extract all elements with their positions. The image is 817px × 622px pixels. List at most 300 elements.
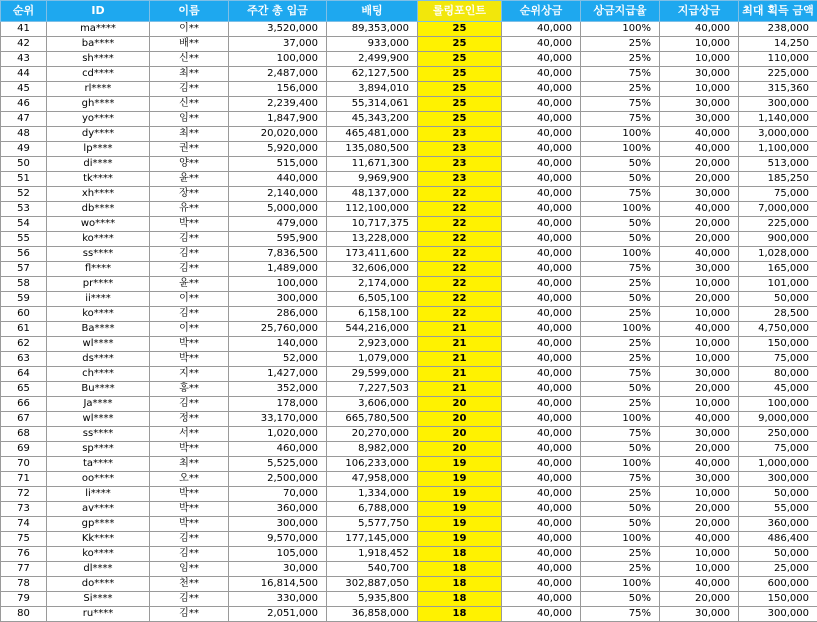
cell-paid-prize: 30,000 <box>660 472 739 487</box>
cell-payout-rate: 50% <box>581 292 660 307</box>
cell-id: wl**** <box>47 412 150 427</box>
cell-rolling-point: 19 <box>418 457 502 472</box>
cell-rank: 42 <box>1 37 47 52</box>
cell-paid-prize: 20,000 <box>660 232 739 247</box>
cell-name: 윤** <box>150 277 229 292</box>
cell-rank: 48 <box>1 127 47 142</box>
cell-id: gp**** <box>47 517 150 532</box>
cell-rolling-point: 21 <box>418 337 502 352</box>
cell-id: pr**** <box>47 277 150 292</box>
cell-rank-prize: 40,000 <box>502 592 581 607</box>
cell-id: lp**** <box>47 142 150 157</box>
cell-id: gh**** <box>47 97 150 112</box>
cell-name: 임** <box>150 112 229 127</box>
cell-name: 김** <box>150 607 229 622</box>
cell-paid-prize: 10,000 <box>660 82 739 97</box>
cell-paid-prize: 10,000 <box>660 337 739 352</box>
cell-payout-rate: 100% <box>581 22 660 37</box>
cell-betting: 5,935,800 <box>327 592 418 607</box>
cell-name: 박** <box>150 217 229 232</box>
cell-id: av**** <box>47 502 150 517</box>
cell-id: di**** <box>47 157 150 172</box>
cell-max-amount: 315,360 <box>739 82 817 97</box>
cell-rolling-point: 25 <box>418 112 502 127</box>
cell-betting: 540,700 <box>327 562 418 577</box>
cell-id: cd**** <box>47 67 150 82</box>
cell-payout-rate: 25% <box>581 337 660 352</box>
cell-weekly-deposit: 2,487,000 <box>229 67 327 82</box>
table-row <box>1 127 817 142</box>
cell-id: ss**** <box>47 247 150 262</box>
cell-id: do**** <box>47 577 150 592</box>
cell-max-amount: 55,000 <box>739 502 817 517</box>
cell-paid-prize: 20,000 <box>660 217 739 232</box>
table-row <box>1 472 817 487</box>
cell-betting: 20,270,000 <box>327 427 418 442</box>
cell-name: 임** <box>150 562 229 577</box>
cell-payout-rate: 75% <box>581 187 660 202</box>
cell-name: 권** <box>150 142 229 157</box>
cell-rolling-point: 22 <box>418 187 502 202</box>
cell-paid-prize: 30,000 <box>660 262 739 277</box>
cell-rank-prize: 40,000 <box>502 217 581 232</box>
cell-name: 최** <box>150 127 229 142</box>
cell-payout-rate: 100% <box>581 247 660 262</box>
cell-paid-prize: 10,000 <box>660 52 739 67</box>
table-row <box>1 262 817 277</box>
cell-paid-prize: 20,000 <box>660 382 739 397</box>
cell-name: 이** <box>150 22 229 37</box>
cell-paid-prize: 20,000 <box>660 292 739 307</box>
cell-weekly-deposit: 440,000 <box>229 172 327 187</box>
cell-weekly-deposit: 2,140,000 <box>229 187 327 202</box>
cell-max-amount: 75,000 <box>739 442 817 457</box>
cell-weekly-deposit: 1,489,000 <box>229 262 327 277</box>
cell-rank: 44 <box>1 67 47 82</box>
cell-rank-prize: 40,000 <box>502 472 581 487</box>
cell-id: ch**** <box>47 367 150 382</box>
cell-betting: 32,606,000 <box>327 262 418 277</box>
table-row <box>1 547 817 562</box>
cell-rank: 49 <box>1 142 47 157</box>
table-row <box>1 82 817 97</box>
cell-weekly-deposit: 286,000 <box>229 307 327 322</box>
cell-paid-prize: 20,000 <box>660 172 739 187</box>
cell-id: dy**** <box>47 127 150 142</box>
header-name: 이름 <box>150 1 229 22</box>
cell-rank-prize: 40,000 <box>502 442 581 457</box>
cell-id: tk**** <box>47 172 150 187</box>
cell-rolling-point: 18 <box>418 562 502 577</box>
cell-rank: 63 <box>1 352 47 367</box>
cell-rank-prize: 40,000 <box>502 22 581 37</box>
cell-rank-prize: 40,000 <box>502 517 581 532</box>
cell-name: 최** <box>150 457 229 472</box>
cell-rank: 46 <box>1 97 47 112</box>
cell-weekly-deposit: 30,000 <box>229 562 327 577</box>
cell-max-amount: 110,000 <box>739 52 817 67</box>
cell-name: 오** <box>150 472 229 487</box>
header-rank-prize: 순위상금 <box>502 1 581 22</box>
cell-payout-rate: 100% <box>581 127 660 142</box>
cell-max-amount: 50,000 <box>739 487 817 502</box>
cell-max-amount: 238,000 <box>739 22 817 37</box>
cell-rank-prize: 40,000 <box>502 547 581 562</box>
cell-max-amount: 28,500 <box>739 307 817 322</box>
cell-rank-prize: 40,000 <box>502 397 581 412</box>
cell-payout-rate: 50% <box>581 217 660 232</box>
cell-id: fl**** <box>47 262 150 277</box>
cell-rank: 47 <box>1 112 47 127</box>
cell-max-amount: 300,000 <box>739 472 817 487</box>
cell-weekly-deposit: 1,847,900 <box>229 112 327 127</box>
cell-name: 김** <box>150 247 229 262</box>
header-payout-rate: 상금지급율 <box>581 1 660 22</box>
cell-betting: 112,100,000 <box>327 202 418 217</box>
table-row <box>1 52 817 67</box>
cell-name: 양** <box>150 157 229 172</box>
cell-id: dl**** <box>47 562 150 577</box>
cell-paid-prize: 30,000 <box>660 367 739 382</box>
cell-betting: 55,314,061 <box>327 97 418 112</box>
cell-rolling-point: 25 <box>418 82 502 97</box>
cell-max-amount: 360,000 <box>739 517 817 532</box>
cell-name: 김** <box>150 547 229 562</box>
cell-rank: 59 <box>1 292 47 307</box>
cell-betting: 2,923,000 <box>327 337 418 352</box>
cell-rolling-point: 23 <box>418 157 502 172</box>
cell-name: 박** <box>150 352 229 367</box>
cell-name: 박** <box>150 502 229 517</box>
cell-weekly-deposit: 300,000 <box>229 517 327 532</box>
cell-betting: 933,000 <box>327 37 418 52</box>
cell-payout-rate: 75% <box>581 67 660 82</box>
cell-payout-rate: 25% <box>581 352 660 367</box>
cell-name: 김** <box>150 262 229 277</box>
cell-payout-rate: 75% <box>581 112 660 127</box>
cell-rank: 53 <box>1 202 47 217</box>
cell-betting: 6,158,100 <box>327 307 418 322</box>
cell-weekly-deposit: 33,170,000 <box>229 412 327 427</box>
cell-payout-rate: 75% <box>581 262 660 277</box>
cell-betting: 8,982,000 <box>327 442 418 457</box>
cell-rolling-point: 23 <box>418 142 502 157</box>
cell-payout-rate: 50% <box>581 502 660 517</box>
cell-paid-prize: 40,000 <box>660 22 739 37</box>
cell-name: 윤** <box>150 172 229 187</box>
cell-max-amount: 50,000 <box>739 547 817 562</box>
cell-betting: 6,505,100 <box>327 292 418 307</box>
cell-betting: 6,788,000 <box>327 502 418 517</box>
cell-betting: 48,137,000 <box>327 187 418 202</box>
cell-max-amount: 50,000 <box>739 292 817 307</box>
cell-rolling-point: 22 <box>418 307 502 322</box>
cell-max-amount: 100,000 <box>739 397 817 412</box>
cell-rank: 61 <box>1 322 47 337</box>
cell-betting: 302,887,050 <box>327 577 418 592</box>
cell-rank-prize: 40,000 <box>502 172 581 187</box>
cell-rolling-point: 18 <box>418 592 502 607</box>
cell-payout-rate: 75% <box>581 97 660 112</box>
cell-paid-prize: 30,000 <box>660 97 739 112</box>
cell-rank: 52 <box>1 187 47 202</box>
table-body <box>1 22 817 622</box>
cell-rank-prize: 40,000 <box>502 112 581 127</box>
cell-betting: 173,411,600 <box>327 247 418 262</box>
cell-max-amount: 3,000,000 <box>739 127 817 142</box>
cell-betting: 665,780,500 <box>327 412 418 427</box>
cell-payout-rate: 25% <box>581 547 660 562</box>
cell-id: Ba**** <box>47 322 150 337</box>
cell-rank-prize: 40,000 <box>502 457 581 472</box>
cell-id: Si**** <box>47 592 150 607</box>
cell-id: ds**** <box>47 352 150 367</box>
cell-rank: 72 <box>1 487 47 502</box>
cell-rank: 80 <box>1 607 47 622</box>
header-max-amount: 최대 획득 금액 <box>739 1 817 22</box>
cell-paid-prize: 30,000 <box>660 607 739 622</box>
cell-rolling-point: 23 <box>418 127 502 142</box>
cell-weekly-deposit: 37,000 <box>229 37 327 52</box>
header-id: ID <box>47 1 150 22</box>
cell-max-amount: 4,750,000 <box>739 322 817 337</box>
cell-rank-prize: 40,000 <box>502 232 581 247</box>
cell-payout-rate: 50% <box>581 382 660 397</box>
cell-betting: 1,334,000 <box>327 487 418 502</box>
cell-id: db**** <box>47 202 150 217</box>
cell-weekly-deposit: 2,500,000 <box>229 472 327 487</box>
cell-name: 신** <box>150 97 229 112</box>
cell-max-amount: 1,028,000 <box>739 247 817 262</box>
cell-id: Ja**** <box>47 397 150 412</box>
cell-paid-prize: 30,000 <box>660 67 739 82</box>
table-row <box>1 352 817 367</box>
header-paid-prize: 지급상금 <box>660 1 739 22</box>
cell-payout-rate: 75% <box>581 607 660 622</box>
table-row <box>1 367 817 382</box>
cell-paid-prize: 40,000 <box>660 142 739 157</box>
cell-rolling-point: 25 <box>418 67 502 82</box>
cell-rank-prize: 40,000 <box>502 562 581 577</box>
cell-payout-rate: 100% <box>581 532 660 547</box>
cell-rank-prize: 40,000 <box>502 97 581 112</box>
cell-betting: 2,174,000 <box>327 277 418 292</box>
cell-id: ss**** <box>47 427 150 442</box>
table-row <box>1 247 817 262</box>
cell-name: 지** <box>150 367 229 382</box>
cell-rank: 55 <box>1 232 47 247</box>
cell-weekly-deposit: 70,000 <box>229 487 327 502</box>
cell-weekly-deposit: 100,000 <box>229 52 327 67</box>
cell-name: 김** <box>150 232 229 247</box>
cell-id: ko**** <box>47 232 150 247</box>
cell-rank: 41 <box>1 22 47 37</box>
cell-max-amount: 225,000 <box>739 67 817 82</box>
cell-rank-prize: 40,000 <box>502 532 581 547</box>
cell-paid-prize: 10,000 <box>660 562 739 577</box>
table-row <box>1 187 817 202</box>
cell-name: 박** <box>150 442 229 457</box>
cell-rank-prize: 40,000 <box>502 352 581 367</box>
cell-rolling-point: 19 <box>418 472 502 487</box>
cell-rank: 62 <box>1 337 47 352</box>
cell-name: 김** <box>150 592 229 607</box>
cell-weekly-deposit: 105,000 <box>229 547 327 562</box>
cell-name: 배** <box>150 37 229 52</box>
cell-id: Bu**** <box>47 382 150 397</box>
cell-rank-prize: 40,000 <box>502 487 581 502</box>
cell-rank-prize: 40,000 <box>502 412 581 427</box>
cell-rank-prize: 40,000 <box>502 127 581 142</box>
cell-rank: 57 <box>1 262 47 277</box>
cell-rank: 70 <box>1 457 47 472</box>
cell-rank: 74 <box>1 517 47 532</box>
cell-name: 박** <box>150 517 229 532</box>
cell-rank-prize: 40,000 <box>502 67 581 82</box>
cell-betting: 47,958,000 <box>327 472 418 487</box>
cell-weekly-deposit: 52,000 <box>229 352 327 367</box>
cell-weekly-deposit: 7,836,500 <box>229 247 327 262</box>
table-row <box>1 487 817 502</box>
cell-weekly-deposit: 156,000 <box>229 82 327 97</box>
cell-paid-prize: 10,000 <box>660 37 739 52</box>
cell-payout-rate: 25% <box>581 52 660 67</box>
cell-rank-prize: 40,000 <box>502 382 581 397</box>
cell-max-amount: 225,000 <box>739 217 817 232</box>
cell-rank: 75 <box>1 532 47 547</box>
cell-payout-rate: 25% <box>581 487 660 502</box>
cell-rank: 51 <box>1 172 47 187</box>
cell-payout-rate: 25% <box>581 562 660 577</box>
cell-max-amount: 300,000 <box>739 607 817 622</box>
cell-rolling-point: 20 <box>418 412 502 427</box>
cell-max-amount: 14,250 <box>739 37 817 52</box>
cell-rolling-point: 22 <box>418 202 502 217</box>
table-row <box>1 562 817 577</box>
cell-rank: 67 <box>1 412 47 427</box>
cell-betting: 5,577,750 <box>327 517 418 532</box>
cell-max-amount: 1,000,000 <box>739 457 817 472</box>
cell-betting: 1,079,000 <box>327 352 418 367</box>
cell-payout-rate: 75% <box>581 472 660 487</box>
cell-betting: 1,918,452 <box>327 547 418 562</box>
cell-name: 천** <box>150 577 229 592</box>
cell-rolling-point: 22 <box>418 277 502 292</box>
cell-id: oo**** <box>47 472 150 487</box>
cell-paid-prize: 30,000 <box>660 112 739 127</box>
cell-payout-rate: 100% <box>581 457 660 472</box>
cell-rank-prize: 40,000 <box>502 577 581 592</box>
cell-max-amount: 9,000,000 <box>739 412 817 427</box>
cell-paid-prize: 10,000 <box>660 487 739 502</box>
cell-rolling-point: 25 <box>418 37 502 52</box>
table-row <box>1 577 817 592</box>
cell-rank: 43 <box>1 52 47 67</box>
cell-betting: 62,127,500 <box>327 67 418 82</box>
cell-payout-rate: 25% <box>581 397 660 412</box>
cell-id: sh**** <box>47 52 150 67</box>
cell-max-amount: 80,000 <box>739 367 817 382</box>
cell-rank-prize: 40,000 <box>502 142 581 157</box>
cell-payout-rate: 100% <box>581 322 660 337</box>
cell-paid-prize: 40,000 <box>660 412 739 427</box>
table-row <box>1 412 817 427</box>
cell-id: ta**** <box>47 457 150 472</box>
cell-id: ii**** <box>47 292 150 307</box>
cell-payout-rate: 50% <box>581 592 660 607</box>
cell-betting: 11,671,300 <box>327 157 418 172</box>
cell-rolling-point: 25 <box>418 22 502 37</box>
cell-max-amount: 150,000 <box>739 337 817 352</box>
cell-paid-prize: 20,000 <box>660 502 739 517</box>
cell-paid-prize: 10,000 <box>660 547 739 562</box>
cell-betting: 9,969,900 <box>327 172 418 187</box>
header-weekly-deposit: 주간 총 입금 <box>229 1 327 22</box>
cell-weekly-deposit: 360,000 <box>229 502 327 517</box>
cell-rank: 69 <box>1 442 47 457</box>
cell-rank-prize: 40,000 <box>502 337 581 352</box>
cell-payout-rate: 50% <box>581 157 660 172</box>
cell-paid-prize: 40,000 <box>660 127 739 142</box>
cell-weekly-deposit: 330,000 <box>229 592 327 607</box>
cell-rolling-point: 21 <box>418 382 502 397</box>
cell-betting: 89,353,000 <box>327 22 418 37</box>
cell-rank-prize: 40,000 <box>502 247 581 262</box>
cell-payout-rate: 100% <box>581 202 660 217</box>
cell-rolling-point: 22 <box>418 217 502 232</box>
cell-payout-rate: 75% <box>581 367 660 382</box>
cell-rank: 78 <box>1 577 47 592</box>
cell-id: Kk**** <box>47 532 150 547</box>
cell-rank: 45 <box>1 82 47 97</box>
cell-rolling-point: 18 <box>418 577 502 592</box>
cell-weekly-deposit: 460,000 <box>229 442 327 457</box>
cell-betting: 2,499,900 <box>327 52 418 67</box>
cell-rank: 58 <box>1 277 47 292</box>
cell-max-amount: 75,000 <box>739 352 817 367</box>
cell-betting: 13,228,000 <box>327 232 418 247</box>
cell-betting: 7,227,503 <box>327 382 418 397</box>
cell-rolling-point: 20 <box>418 397 502 412</box>
cell-name: 서** <box>150 427 229 442</box>
cell-name: 최** <box>150 67 229 82</box>
cell-max-amount: 25,000 <box>739 562 817 577</box>
cell-weekly-deposit: 178,000 <box>229 397 327 412</box>
cell-rank-prize: 40,000 <box>502 367 581 382</box>
cell-name: 이** <box>150 292 229 307</box>
cell-paid-prize: 10,000 <box>660 277 739 292</box>
table-row <box>1 97 817 112</box>
cell-weekly-deposit: 100,000 <box>229 277 327 292</box>
cell-payout-rate: 50% <box>581 442 660 457</box>
cell-rank-prize: 40,000 <box>502 262 581 277</box>
cell-weekly-deposit: 515,000 <box>229 157 327 172</box>
cell-weekly-deposit: 479,000 <box>229 217 327 232</box>
cell-paid-prize: 10,000 <box>660 397 739 412</box>
cell-rank-prize: 40,000 <box>502 277 581 292</box>
cell-rank: 76 <box>1 547 47 562</box>
cell-weekly-deposit: 2,239,400 <box>229 97 327 112</box>
cell-id: ko**** <box>47 307 150 322</box>
cell-weekly-deposit: 140,000 <box>229 337 327 352</box>
table-row <box>1 322 817 337</box>
table-row <box>1 427 817 442</box>
cell-max-amount: 513,000 <box>739 157 817 172</box>
cell-rolling-point: 19 <box>418 487 502 502</box>
cell-max-amount: 185,250 <box>739 172 817 187</box>
cell-paid-prize: 30,000 <box>660 187 739 202</box>
table-row <box>1 142 817 157</box>
